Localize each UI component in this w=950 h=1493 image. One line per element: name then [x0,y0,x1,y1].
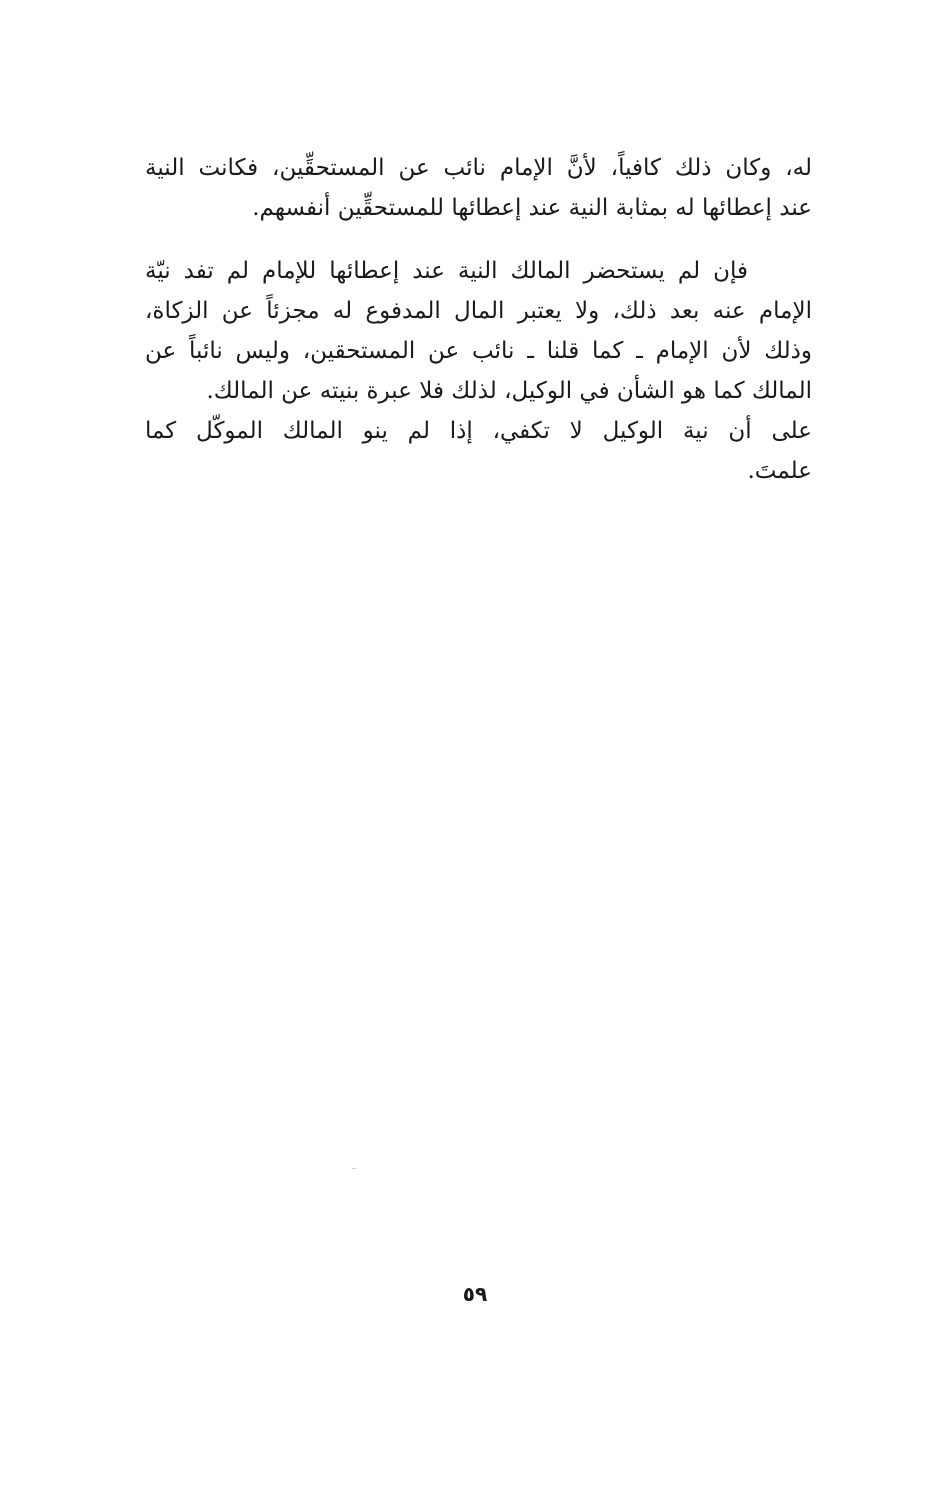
paragraph-line: الإمام عنه بعد ذلك، ولا يعتبر المال المدفوع له مجزئاً عن الزكاة، [145,298,812,324]
paragraph-line: وذلك لأن الإمام ـ كما قلنا ـ نائب عن المستحقين، وليس نائباً عن [145,338,812,364]
paragraph-line: المالك كما هو الشأن في الوكيل، لذلك فلا عبرة بنيته عن المالك. [206,378,812,404]
page-number: ٥٩ [462,1282,488,1306]
paragraph-2 [145,251,812,491]
paragraph-line: علمتَ. [747,458,812,484]
scan-speck [352,1168,356,1169]
paragraph-line: عند إعطائها له بمثابة النية عند إعطائها للمستحقِّين أنفسهم. [252,195,812,221]
paragraph-line: على أن نية الوكيل لا تكفي، إذا لم ينو المالك الموكّل كما [145,418,812,444]
paragraph-line: له، وكان ذلك كافياً، لأنَّ الإمام نائب عن المستحقِّين، فكانت النية [145,155,812,181]
paragraph-1 [145,148,812,228]
paragraph-line: فإن لم يستحضر المالك النية عند إعطائها للإمام لم تفد نيّة [145,258,748,284]
